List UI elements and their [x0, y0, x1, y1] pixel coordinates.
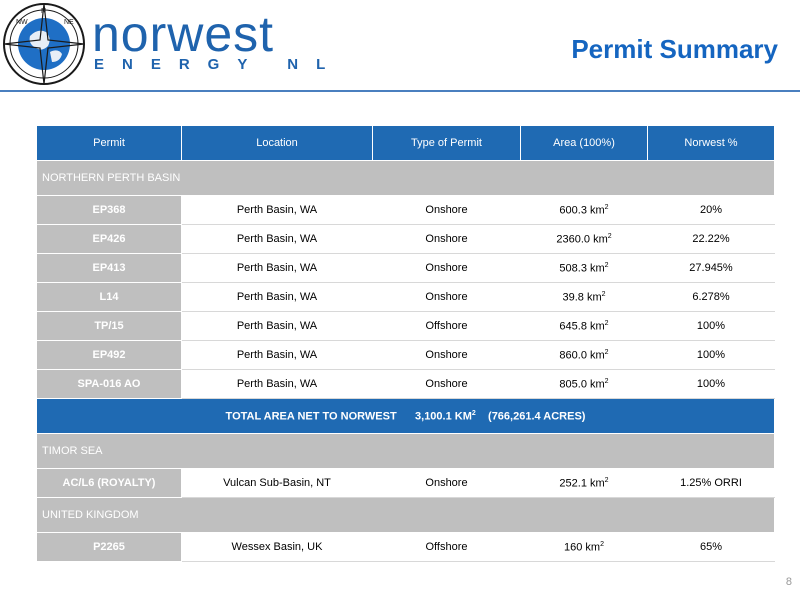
- area-unit-exponent: 2: [604, 319, 609, 327]
- table-row: [37, 283, 775, 312]
- area-unit: km: [590, 349, 605, 362]
- section-label: TIMOR SEA: [37, 434, 775, 469]
- type-cell: Onshore: [373, 469, 521, 498]
- column-header-permit: Permit: [37, 126, 182, 161]
- table-row: [37, 469, 775, 498]
- area-value: 39.8: [562, 291, 584, 304]
- type-cell: Onshore: [373, 370, 521, 399]
- location-cell: Perth Basin, WA: [182, 225, 373, 254]
- area-unit: km: [590, 320, 605, 333]
- page-title: Permit Summary: [571, 34, 778, 64]
- area-cell: [521, 312, 648, 341]
- total-acres: (766,261.4 ACRES): [488, 410, 586, 423]
- area-cell: [521, 469, 648, 498]
- area-unit: km: [590, 204, 605, 217]
- area-unit: km: [590, 477, 605, 490]
- section-label: NORTHERN PERTH BASIN: [37, 161, 775, 196]
- area-unit: km: [585, 541, 601, 554]
- table-row: [37, 225, 775, 254]
- logo-subtitle: ENERGY NL: [94, 56, 344, 73]
- area-unit: km: [590, 378, 605, 391]
- permit-id: P2265: [37, 533, 182, 562]
- type-cell: Onshore: [373, 283, 521, 312]
- logo-wordmark: norwest: [92, 6, 275, 62]
- section-row: [37, 434, 775, 469]
- total-value: 3,100.1 KM: [415, 410, 472, 423]
- permit-id: SPA-016 AO: [37, 370, 182, 399]
- table-row: [37, 254, 775, 283]
- column-header-type: Type of Permit: [373, 126, 521, 161]
- permit-id: EP492: [37, 341, 182, 370]
- table-header-row: [37, 126, 775, 161]
- total-cell: [37, 399, 775, 434]
- type-cell: Offshore: [373, 312, 521, 341]
- location-cell: Perth Basin, WA: [182, 196, 373, 225]
- page-number: 8: [785, 576, 792, 588]
- section-row: [37, 161, 775, 196]
- permit-id: TP/15: [37, 312, 182, 341]
- permit-id: EP413: [37, 254, 182, 283]
- area-unit: km: [590, 262, 605, 275]
- total-label: TOTAL AREA NET TO NORWEST: [225, 410, 397, 423]
- area-value: 860.0: [559, 349, 587, 362]
- location-cell: Wessex Basin, UK: [182, 533, 373, 562]
- area-cell: [521, 225, 648, 254]
- area-cell: [521, 533, 648, 562]
- share-cell: 27.945%: [648, 254, 775, 283]
- location-cell: Perth Basin, WA: [182, 370, 373, 399]
- permit-id: EP426: [37, 225, 182, 254]
- compass-n-label: N: [41, 8, 47, 15]
- permit-id: AC/L6 (ROYALTY): [37, 469, 182, 498]
- permit-summary-table: [36, 125, 775, 562]
- header-divider: [0, 90, 800, 92]
- section-label: UNITED KINGDOM: [37, 498, 775, 533]
- permit-id: L14: [37, 283, 182, 312]
- area-unit-exponent: 2: [601, 290, 606, 298]
- area-value: 805.0: [559, 378, 587, 391]
- type-cell: Onshore: [373, 254, 521, 283]
- location-cell: Perth Basin, WA: [182, 283, 373, 312]
- table-row: [37, 312, 775, 341]
- share-cell: 22.22%: [648, 225, 775, 254]
- share-cell: 65%: [648, 533, 775, 562]
- area-cell: [521, 254, 648, 283]
- total-value-exponent: 2: [471, 409, 476, 417]
- area-unit-exponent: 2: [604, 203, 609, 211]
- location-cell: Perth Basin, WA: [182, 341, 373, 370]
- area-cell: [521, 283, 648, 312]
- type-cell: Onshore: [373, 196, 521, 225]
- share-cell: 6.278%: [648, 283, 775, 312]
- table-row: [37, 196, 775, 225]
- type-cell: Onshore: [373, 341, 521, 370]
- table-row: [37, 341, 775, 370]
- area-cell: [521, 370, 648, 399]
- table-row: [37, 533, 775, 562]
- column-header-area: Area (100%): [521, 126, 648, 161]
- location-cell: Perth Basin, WA: [182, 312, 373, 341]
- area-unit: km: [586, 291, 602, 304]
- share-cell: 1.25% ORRI: [648, 469, 775, 498]
- column-header-location: Location: [182, 126, 373, 161]
- compass-ne-label: NE: [64, 19, 74, 26]
- type-cell: Onshore: [373, 225, 521, 254]
- area-value: 160: [564, 541, 583, 554]
- permit-id: EP368: [37, 196, 182, 225]
- total-row: [37, 399, 775, 434]
- area-value: 252.1: [559, 477, 587, 490]
- section-row: [37, 498, 775, 533]
- share-cell: 100%: [648, 370, 775, 399]
- table-row: [37, 370, 775, 399]
- compass-nw-label: NW: [16, 19, 28, 26]
- share-cell: 20%: [648, 196, 775, 225]
- area-unit-exponent: 2: [604, 348, 609, 356]
- area-value: 508.3: [559, 262, 587, 275]
- area-unit: km: [593, 233, 608, 246]
- location-cell: Vulcan Sub-Basin, NT: [182, 469, 373, 498]
- type-cell: Offshore: [373, 533, 521, 562]
- area-unit-exponent: 2: [604, 377, 609, 385]
- share-cell: 100%: [648, 312, 775, 341]
- area-value: 600.3: [559, 204, 587, 217]
- location-cell: Perth Basin, WA: [182, 254, 373, 283]
- area-unit-exponent: 2: [607, 232, 612, 240]
- globe-compass-logo-icon: [2, 2, 86, 86]
- area-unit-exponent: 2: [600, 540, 604, 548]
- area-cell: [521, 341, 648, 370]
- area-value: 2360.0: [556, 233, 590, 246]
- area-cell: [521, 196, 648, 225]
- column-header-share: Norwest %: [648, 126, 775, 161]
- area-value: 645.8: [559, 320, 587, 333]
- area-unit-exponent: 2: [604, 476, 609, 484]
- area-unit-exponent: 2: [604, 261, 609, 269]
- share-cell: 100%: [648, 341, 775, 370]
